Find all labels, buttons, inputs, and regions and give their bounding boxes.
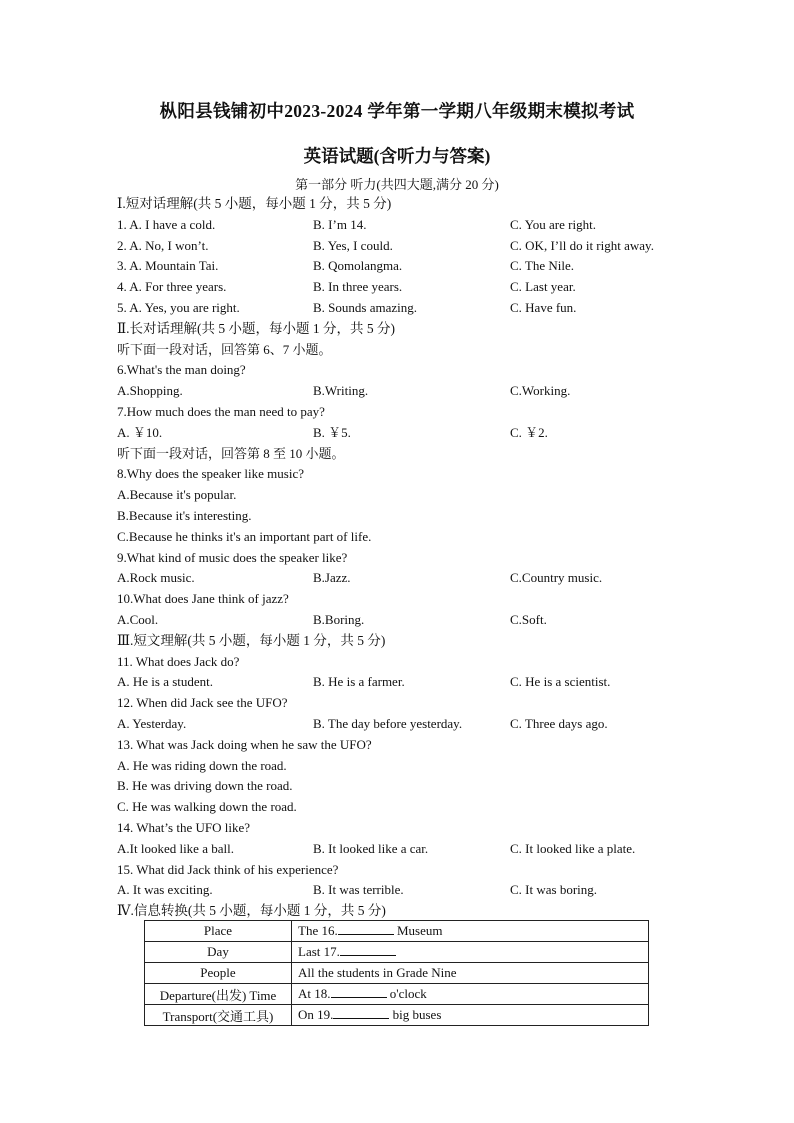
option-b: B.Jazz. (313, 570, 351, 586)
option-c: C. The Nile. (510, 258, 575, 274)
sec1-heading: Ⅰ.短对话理解(共 5 小题，每小题 1 分，共 5 分) (117, 196, 392, 211)
option-c: C.Country music. (510, 570, 603, 586)
option-b: B. In three years. (313, 279, 403, 295)
answer-blank-18[interactable] (331, 986, 387, 998)
answer-blank-17[interactable] (340, 944, 396, 956)
row-value: All the students in Grade Nine (292, 963, 649, 984)
option-a: A.It looked like a ball. (117, 840, 234, 856)
row-label: Departure(出发) Time (145, 984, 292, 1005)
option-b: B. The day before yesterday. (313, 715, 463, 731)
sec2-heading: Ⅱ.长对话理解(共 5 小题，每小题 1 分，共 5 分) (117, 320, 396, 336)
option-c: C.Soft. (510, 611, 547, 627)
exam-subtitle: 英语试题(含听力与答案) (303, 146, 491, 166)
table-row (145, 942, 649, 963)
option-c: C.Because he thinks it's an important part of life. (117, 528, 372, 544)
question-11-options (117, 672, 677, 693)
option-a: A.Cool. (117, 611, 159, 627)
question-15-options (117, 880, 677, 901)
option-c: C. It looked like a plate. (510, 840, 636, 856)
value-prefix: Last 17. (298, 944, 340, 959)
question-12-options (117, 714, 677, 735)
option-b: B. He is a farmer. (313, 674, 405, 690)
question-2 (117, 236, 677, 257)
question-4 (117, 277, 677, 298)
sec4-heading: Ⅳ.信息转换(共 5 小题，每小题 1 分，共 5 分) (117, 903, 386, 919)
option-b: B. It was terrible. (313, 882, 404, 898)
option-b: B. I’m 14. (313, 216, 367, 232)
sec2-intro-1: 听下面一段对话，回答第 6、7 小题。 (117, 341, 332, 357)
value-suffix: big buses (389, 1007, 442, 1022)
option-c: C. He is a scientist. (510, 674, 611, 690)
row-value (292, 984, 649, 1005)
option-a: 1. A. I have a cold. (117, 216, 216, 232)
question-10-options (117, 610, 677, 631)
option-a: A. He was riding down the road. (117, 757, 287, 773)
row-value (292, 942, 649, 963)
sec3-heading: Ⅲ.短文理解(共 5 小题，每小题 1 分，共 5 分) (117, 632, 386, 648)
question-1 (117, 215, 677, 236)
option-c: C. He was walking down the road. (117, 799, 297, 815)
table-row (145, 963, 649, 984)
question-5 (117, 298, 677, 319)
option-c: C. It was boring. (510, 882, 598, 898)
option-c: C. ￥2. (510, 424, 548, 440)
option-a: A.Rock music. (117, 570, 195, 586)
option-b: B. ￥5. (313, 424, 351, 440)
question-13-stem: 13. What was Jack doing when he saw the UFO? (117, 736, 372, 752)
question-9-stem: 9.What kind of music does the speaker like? (117, 549, 348, 565)
option-b: B.Writing. (313, 383, 369, 399)
question-15-stem: 15. What did Jack think of his experience? (117, 861, 339, 877)
row-value (292, 921, 649, 942)
option-c: C. Three days ago. (510, 715, 608, 731)
option-c: C. You are right. (510, 216, 596, 232)
question-3 (117, 256, 677, 277)
option-a: A. ￥10. (117, 424, 163, 440)
info-table (144, 920, 649, 1026)
option-c: C.Working. (510, 383, 571, 399)
option-b: B. He was driving down the road. (117, 778, 293, 794)
value-prefix: On 19. (298, 1007, 334, 1022)
row-value (292, 1005, 649, 1026)
question-6-stem: 6.What's the man doing? (117, 362, 246, 378)
question-8-stem: 8.Why does the speaker like music? (117, 466, 304, 482)
row-label: People (145, 963, 292, 984)
option-c: C. Last year. (510, 279, 576, 295)
question-14-options (117, 839, 677, 860)
option-a: A. It was exciting. (117, 882, 213, 898)
row-label: Place (145, 921, 292, 942)
table-row (145, 921, 649, 942)
option-a: A. Yesterday. (117, 715, 187, 731)
option-c: C. Have fun. (510, 299, 577, 315)
exam-body (117, 194, 677, 922)
option-a: 3. A. Mountain Tai. (117, 258, 219, 274)
option-b: B. It looked like a car. (313, 840, 429, 856)
question-11-stem: 11. What does Jack do? (117, 653, 240, 669)
option-c: C. OK, I’ll do it right away. (510, 237, 654, 253)
row-label: Transport(交通工具) (145, 1005, 292, 1026)
option-b: B. Sounds amazing. (313, 299, 417, 315)
option-b: B.Because it's interesting. (117, 507, 252, 523)
question-7-options (117, 423, 677, 444)
option-a: A.Shopping. (117, 383, 183, 399)
option-a: 5. A. Yes, you are right. (117, 299, 240, 315)
question-12-stem: 12. When did Jack see the UFO? (117, 695, 288, 711)
option-a: A.Because it's popular. (117, 487, 237, 503)
option-b: B. Yes, I could. (313, 237, 393, 253)
table-row (145, 1005, 649, 1026)
answer-blank-16[interactable] (338, 923, 394, 935)
value-prefix: At 18. (298, 986, 331, 1001)
option-b: B. Qomolangma. (313, 258, 403, 274)
value-prefix: The 16. (298, 923, 338, 938)
option-a: 4. A. For three years. (117, 279, 227, 295)
table-row (145, 984, 649, 1005)
question-6-options (117, 381, 677, 402)
value-suffix: o'clock (386, 986, 427, 1001)
exam-title: 枞阳县钱铺初中2023-2024 学年第一学期八年级期末模拟考试 (159, 101, 635, 121)
question-14-stem: 14. What’s the UFO like? (117, 819, 250, 835)
question-7-stem: 7.How much does the man need to pay? (117, 403, 325, 419)
part1-heading: 第一部分 听力(共四大题,满分 20 分) (295, 177, 499, 192)
value-suffix: Museum (393, 923, 443, 938)
question-10-stem: 10.What does Jane think of jazz? (117, 591, 289, 607)
sec2-intro-2: 听下面一段对话，回答第 8 至 10 小题。 (117, 445, 345, 461)
option-a: 2. A. No, I won’t. (117, 237, 209, 253)
question-9-options (117, 568, 677, 589)
option-b: B.Boring. (313, 611, 365, 627)
answer-blank-19[interactable] (333, 1007, 389, 1019)
option-a: A. He is a student. (117, 674, 214, 690)
row-label: Day (145, 942, 292, 963)
